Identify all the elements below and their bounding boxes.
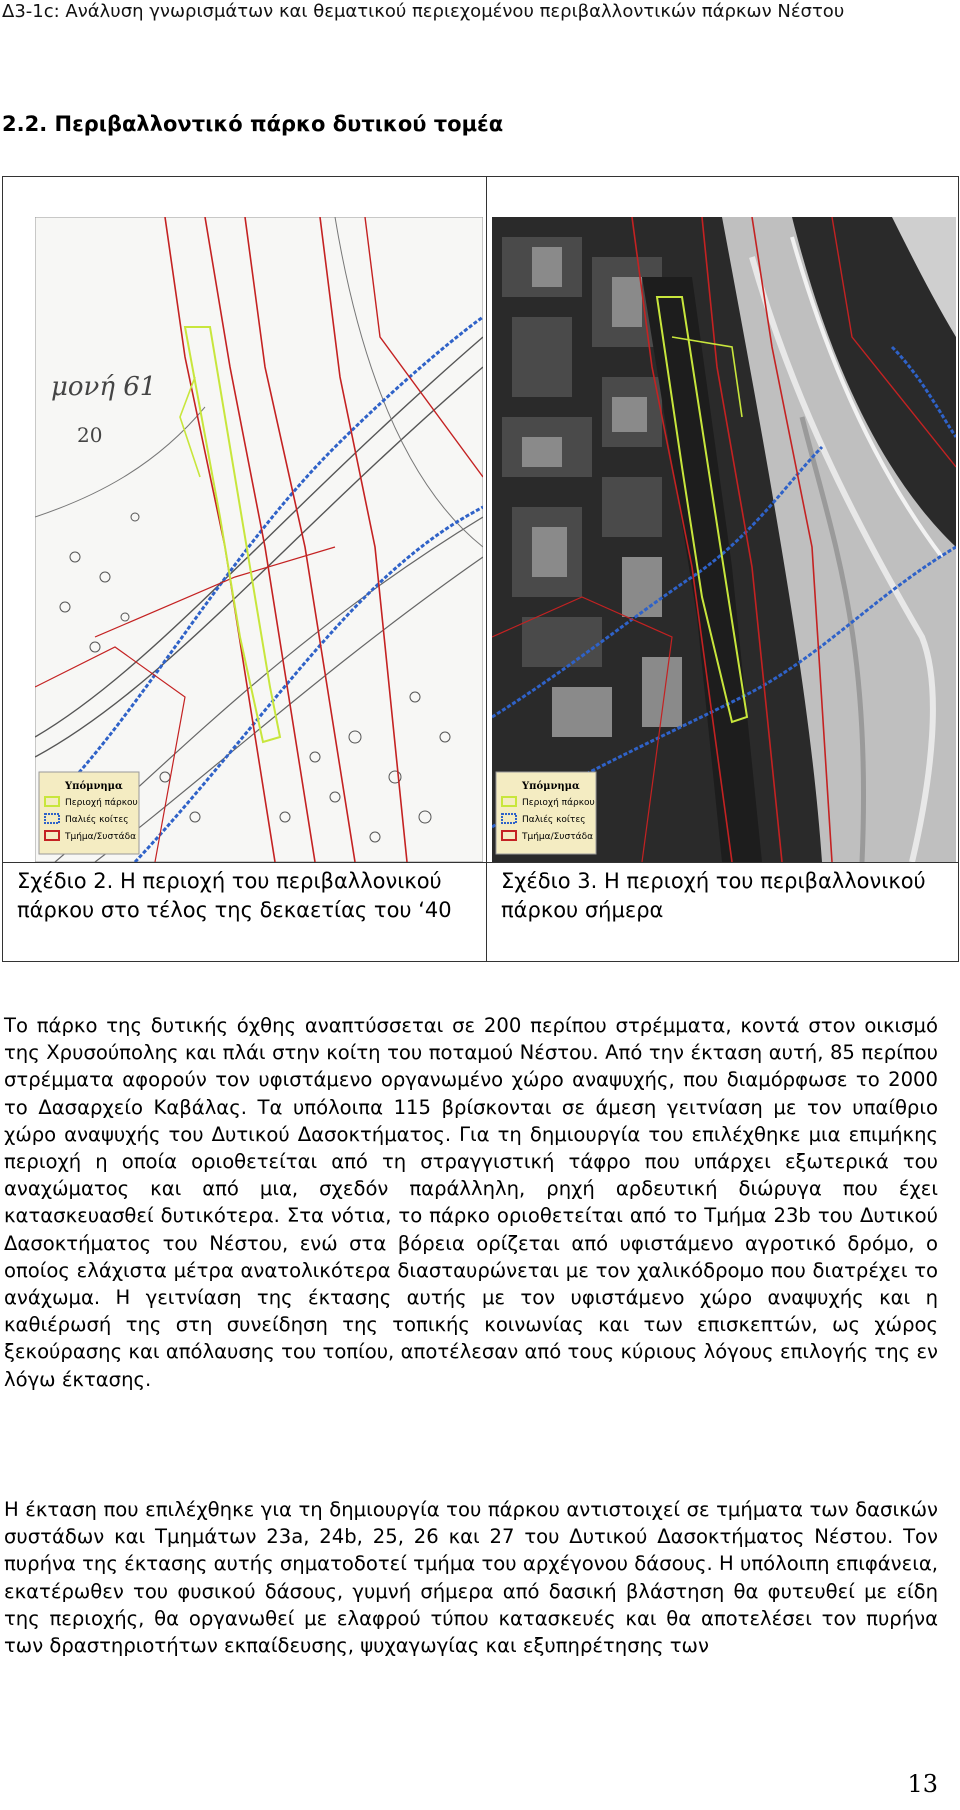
historic-map-image	[35, 217, 483, 862]
legend-item-beds: Παλιές κοίτες	[522, 815, 586, 825]
legend-item-beds: Παλιές κοίτες	[65, 815, 129, 825]
body-paragraph-2: Η έκταση που επιλέχθηκε για τη δημιουργία του πάρκου αντιστοιχεί σε τμήματα των δασικών συστάδων και Τμημάτων 23a, 24b, 25, 26 και 27 του Δυτικού Δασοκτήματος Νέστου. Τον πυρήνα της έκτασης αυτής σηματοδοτεί τμήμα του αρχέγονου δάσους. Η υπόλοιπη επιφάνεια, εκατέρωθεν του φυσικού δάσους, γυμνή σήμερα από δασική βλάστηση θα φυτευθεί με είδη της περιοχής, θα οργανωθεί με ελαφρού τύπου κατασκευές και θα αποτελέσει τον πυρήνα των δραστηριοτήτων εκπαίδευσης, ψυχαγωγίας και εξυπηρέτησης των	[4, 1498, 938, 1658]
figure-caption-left: Σχέδιο 2. Η περιοχή του περιβαλλονικού πάρκου στο τέλος της δεκαετίας του ‘40	[3, 863, 487, 962]
body-paragraph-1: Το πάρκο της δυτικής όχθης αναπτύσσεται σε 200 περίπου στρέμματα, κοντά στον οικισμό της Χρυσούπολης και πλάι στην κοίτη του ποταμού Νέστου. Από την έκταση αυτή, 85 περίπου στρέμματα αφορούν τον υφιστάμενο οργανωμένο χώρο αναψυχής, που διαμόρφωσε το 2000 το Δασαρχείο Καβάλας. Τα υπόλοιπα 115 βρίσκονται σε άμεση γειτνίαση με τον υπαίθριο χώρο αναψυχής του Δυτικού Δασοκτήματος. Για τη δημιουργία του επιλέχθηκε μια επιμήκης περιοχή η οποία οριοθετείται από τη στραγγιστική τάφρο που υπάρχει εξωτερικά του αναχώματος και από μια, σχεδόν παράλληλη, ρηχή αρδευτική διώρυγα που έχει κατασκευασθεί δυτικότερα. Στα νότια, το πάρκο οριοθετείται από το Τμήμα 23b του Δυτικού Δασοκτήματος του Νέστου, ενώ στα βόρεια ορίζεται από υφιστάμενο αγροτικό δρόμο, ο οποίος ελάχιστα μέτρα ανατολικότερα διασταυρώνεται με τον χαλικόδρομο που διατρέχει το ανάχωμα. Η γειτνίαση της έκτασης αυτής με τον υφιστάμενο χώρο αναψυχής και η καθιέρωσή της στη συνείδηση της τοπικής κοινωνίας και των επισκεπτών, ως χώρος ξεκούρασης και απόλαυσης του τοπίου, αποτέλεσαν από τους κύριους λόγους επιλογής της εν λόγω έκτασης.	[4, 1014, 938, 1391]
legend-item-stand: Τμήμα/Συστάδα	[65, 832, 137, 842]
legend-title: Υπόμνημα	[522, 781, 580, 792]
page-number: 13	[907, 1770, 938, 1798]
aerial-photo-image	[492, 217, 956, 862]
section-title: 2.2. Περιβαλλοντικό πάρκο δυτικού τομέα	[2, 112, 504, 136]
figure-right-cell	[487, 177, 959, 863]
map-legend-left	[39, 772, 139, 854]
legend-item-park: Περιοχή πάρκου	[65, 798, 138, 808]
figure-caption-right: Σχέδιο 3. Η περιοχή του περιβαλλονικού πάρκου σήμερα	[487, 863, 959, 962]
figure-left-cell	[3, 177, 487, 863]
legend-item-park: Περιοχή πάρκου	[522, 798, 595, 808]
map-legend-right	[496, 772, 596, 854]
figures-table	[2, 176, 959, 962]
map-contour-label: 20	[77, 423, 103, 447]
running-header: Δ3-1c: Ανάλυση γνωρισμάτων και θεματικού περιεχομένου περιβαλλοντικών πάρκων Νέστου	[2, 1, 845, 22]
legend-item-stand: Τμήμα/Συστάδα	[522, 832, 594, 842]
legend-title: Υπόμνημα	[65, 781, 123, 792]
map-place-label: μονή 61	[51, 372, 157, 402]
